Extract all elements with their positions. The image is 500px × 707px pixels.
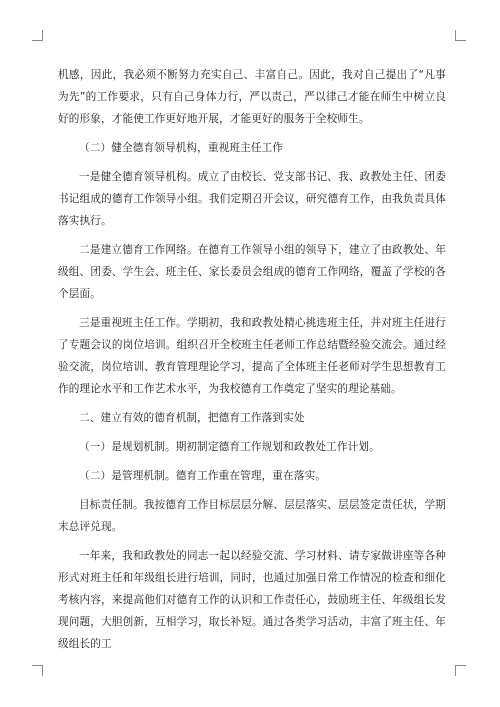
- section-heading-mechanism: 二、建立有效的德育机制，把德育工作落到实处: [79, 412, 305, 424]
- paragraph-training: 一年来，我和政教处的同志一起以经验交流、学习材料、请专家做讲座等各种形式对班主任和年级组长进行培训，同时，也通过加强日常工作情况的检查和细化考核内容，来提高他们对德育工作的认识和工作责任心，鼓励班主任、年级组长发现问题，大胆创新，互相学习，取长补短。通过各类学习活动，丰富了班主任、年级组长的工: [58, 550, 446, 650]
- document-body: [58, 64, 446, 662]
- crop-mark-bottom-left: [32, 665, 43, 676]
- crop-mark-top-right: [455, 30, 466, 41]
- paragraph-leadership-body: 一是健全德育领导机构。成立了由校长、党支部书记、我、政教处主任、团委书记组成的德育工作领导小组。我们定期召开会议，研究德育工作，由我负责具体落实执行。: [58, 171, 446, 227]
- crop-mark-top-left: [32, 30, 43, 41]
- paragraph-continuation: 机感，因此，我必须不断努力充实自己、丰富自己。因此，我对自己提出了“凡事为先”的工作要求，只有自己身体力行，严以责己，严以律己才能在师生中树立良好的形象，才能使工作更好地开展，才能更好的服务于全校师生。: [58, 69, 446, 125]
- subheading-management: （二）是管理机制。德育工作重在管理，重在落实。: [79, 470, 327, 482]
- paragraph-responsibility: 目标责任制。我按德育工作目标层层分解、层层落实、层层签定责任状，学期末总评兑现。: [58, 499, 446, 533]
- section-heading-leadership: （二）健全德育领导机构，重视班主任工作: [79, 142, 284, 154]
- crop-mark-bottom-right: [455, 665, 466, 676]
- paragraph-class-teacher: 三是重视班主任工作。学期初，我和政教处精心挑选班主任，并对班主任进行了专题会议的岗位培训。组织召开全校班主任老师工作总结暨经验交流会。通过经验交流，岗位培训、教育管理理论学习，提高了全体班主任老师对学生思想教育工作的理论水平和工作艺术水平，为我校德育工作奠定了坚实的理论基础。: [58, 317, 446, 395]
- subheading-planning: （一）是规划机制。期初制定德育工作规划和政教处工作计划。: [79, 441, 380, 453]
- paragraph-network: 二是建立德育工作网络。在德育工作领导小组的领导下，建立了由政教处、年级组、团委、学生会、班主任、家长委员会组成的德育工作网络，覆盖了学校的各个层面。: [58, 244, 446, 300]
